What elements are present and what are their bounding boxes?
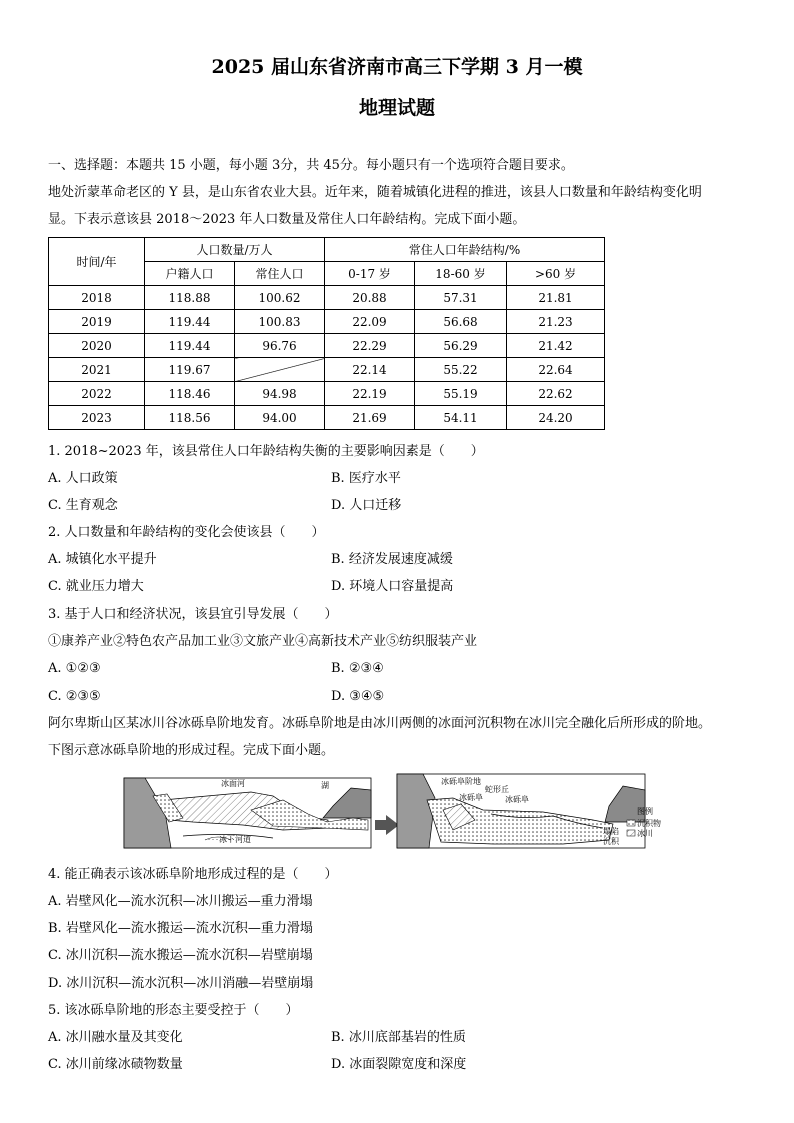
q3-option-a[interactable]: A. ①②③ (48, 661, 101, 676)
table-cell: 2019 (49, 310, 145, 334)
population-table (48, 237, 605, 430)
table-cell: 118.46 (145, 382, 235, 406)
q2-option-a[interactable]: A. 城镇化水平提升 (48, 552, 157, 567)
table-cell: 119.44 (145, 334, 235, 358)
legend-sediment-label: 沉积物 (637, 819, 661, 828)
table-cell: 22.09 (325, 310, 415, 334)
table-cell: 21.23 (507, 310, 605, 334)
table-row (49, 406, 605, 430)
table-cell: 22.64 (507, 358, 605, 382)
label-kame-2: 冰砾阜 (505, 795, 529, 804)
table-row (49, 358, 605, 382)
question-2-stem: 2. 人口数量和年龄结构的变化会使该县（ ） (48, 525, 325, 540)
q5-option-b[interactable]: B. 冰川底部基岩的性质 (331, 1030, 466, 1045)
header-registered: 户籍人口 (145, 262, 235, 286)
table-row (49, 286, 605, 310)
intro-paragraph: 下图示意冰砾阜阶地的形成过程。完成下面小题。 (48, 743, 335, 758)
table-cell: 22.29 (325, 334, 415, 358)
table-cell: 2020 (49, 334, 145, 358)
exam-title: 2025 届山东省济南市高三下学期 3 月一模 (211, 56, 583, 78)
q2-option-d[interactable]: D. 环境人口容量提高 (331, 579, 454, 594)
label-collapse: 塌陷 (603, 827, 619, 836)
question-3-stem: 3. 基于人口和经济状况，该县宜引导发展（ ） (48, 607, 338, 622)
label-deposition: 沉积 (603, 837, 619, 846)
label-lake: 湖 (321, 781, 329, 790)
label-subglacial-channel: 冰下河道 (219, 835, 251, 844)
table-cell: 94.98 (235, 382, 325, 406)
table-row (49, 334, 605, 358)
q4-option-a[interactable]: A. 岩壁风化—流水沉积—冰川搬运—重力滑塌 (48, 894, 313, 909)
q3-option-b[interactable]: B. ②③④ (331, 661, 384, 676)
table-cell: 22.14 (325, 358, 415, 382)
label-surface-stream: 冰面河 (221, 779, 245, 788)
q4-option-b[interactable]: B. 岩壁风化—流水搬运—流水沉积—重力滑塌 (48, 921, 313, 936)
table-cell: 2022 (49, 382, 145, 406)
table-row (49, 310, 605, 334)
q1-option-a[interactable]: A. 人口政策 (48, 471, 118, 486)
table-cell: 118.88 (145, 286, 235, 310)
table-row (49, 382, 605, 406)
table-cell: 22.19 (325, 382, 415, 406)
table-cell: 55.19 (415, 382, 507, 406)
table-cell-blank (235, 358, 325, 382)
header-age-structure: 常住人口年龄结构/% (325, 238, 605, 262)
label-esker: 蛇形丘 (485, 785, 509, 794)
table-cell: 2021 (49, 358, 145, 382)
intro-paragraph: 显。下表示意该县 2018～2023 年人口数量及常住人口年龄结构。完成下面小题。 (48, 212, 526, 227)
intro-paragraph: 地处沂蒙革命老区的 Y 县，是山东省农业大县。近年来，随着城镇化进程的推进，该县人口数量和年龄结构变化明 (48, 185, 702, 200)
kame-terrace-figure (123, 770, 673, 850)
q4-option-c[interactable]: C. 冰川沉积—流水搬运—流水沉积—岩壁崩塌 (48, 948, 313, 963)
question-4-stem: 4. 能正确表示该冰砾阜阶地形成过程的是（ ） (48, 867, 338, 882)
legend-glacier-swatch (627, 830, 635, 836)
q5-option-c[interactable]: C. 冰川前缘冰碛物数量 (48, 1057, 183, 1072)
table-cell: 2023 (49, 406, 145, 430)
q5-option-a[interactable]: A. 冰川融水量及其变化 (48, 1030, 183, 1045)
table-cell: 20.88 (325, 286, 415, 310)
q1-option-c[interactable]: C. 生育观念 (48, 498, 118, 513)
table-cell: 21.42 (507, 334, 605, 358)
header-age-0-17: 0-17 岁 (325, 262, 415, 286)
legend-glacier-label: 冰川 (637, 829, 653, 838)
table-cell: 119.44 (145, 310, 235, 334)
table-cell: 94.00 (235, 406, 325, 430)
question-5-stem: 5. 该冰砾阜阶地的形态主要受控于（ ） (48, 1003, 299, 1018)
table-cell: 100.83 (235, 310, 325, 334)
q5-option-d[interactable]: D. 冰面裂隙宽度和深度 (331, 1057, 467, 1072)
header-resident: 常住人口 (235, 262, 325, 286)
table-cell: 119.67 (145, 358, 235, 382)
table-cell: 22.62 (507, 382, 605, 406)
table-cell: 24.20 (507, 406, 605, 430)
header-population: 人口数量/万人 (145, 238, 325, 262)
table-cell: 21.81 (507, 286, 605, 310)
q2-option-b[interactable]: B. 经济发展速度减缓 (331, 552, 453, 567)
q1-option-b[interactable]: B. 医疗水平 (331, 471, 401, 486)
header-year: 时间/年 (49, 238, 145, 286)
label-kame-1: 冰砾阜 (459, 793, 483, 802)
q1-option-d[interactable]: D. 人口迁移 (331, 498, 402, 513)
section-heading: 一、选择题：本题共 15 小题，每小题 3分，共 45分。每小题只有一个选项符合题目要求。 (48, 158, 574, 173)
q3-option-d[interactable]: D. ③④⑤ (331, 689, 385, 704)
table-cell: 55.22 (415, 358, 507, 382)
process-arrow-icon (375, 815, 399, 835)
table-cell: 54.11 (415, 406, 507, 430)
table-cell: 100.62 (235, 286, 325, 310)
q2-option-c[interactable]: C. 就业压力增大 (48, 579, 144, 594)
table-cell: 2018 (49, 286, 145, 310)
q3-statements: ①康养产业②特色农产品加工业③文旅产业④高新技术产业⑤纺织服装产业 (48, 634, 478, 649)
intro-paragraph: 阿尔卑斯山区某冰川谷冰砾阜阶地发育。冰砾阜阶地是由冰川两侧的冰面河沉积物在冰川完全融化后所形成的阶地。 (48, 716, 712, 731)
legend-sediment-swatch (627, 820, 635, 826)
table-cell: 21.69 (325, 406, 415, 430)
table-cell: 56.68 (415, 310, 507, 334)
q4-option-d[interactable]: D. 冰川沉积—流水沉积—冰川消融—岩壁崩塌 (48, 976, 314, 991)
header-age-18-60: 18-60 岁 (415, 262, 507, 286)
exam-subtitle: 地理试题 (358, 97, 435, 119)
header-age-60: >60 岁 (507, 262, 605, 286)
table-cell: 57.31 (415, 286, 507, 310)
table-cell: 96.76 (235, 334, 325, 358)
legend-title: 图例 (637, 807, 653, 816)
table-cell: 118.56 (145, 406, 235, 430)
q3-option-c[interactable]: C. ②③⑤ (48, 689, 101, 704)
question-1-stem: 1. 2018~2023 年，该县常住人口年龄结构失衡的主要影响因素是（ ） (48, 444, 484, 459)
table-cell: 56.29 (415, 334, 507, 358)
label-kame-terrace: 冰砾阜阶地 (441, 777, 481, 786)
